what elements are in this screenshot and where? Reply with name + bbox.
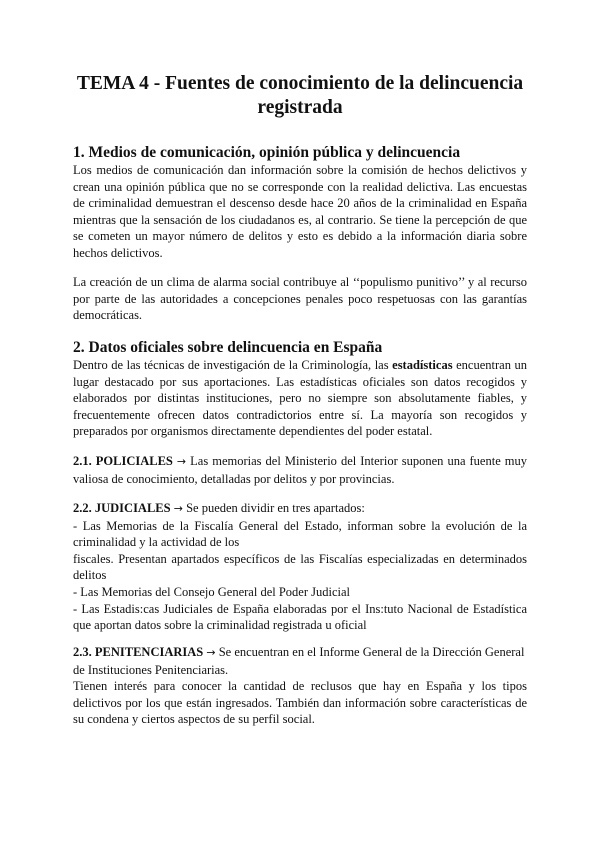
arrow-right-icon: →: [173, 502, 183, 515]
section-2-paragraph-1: [73, 357, 527, 440]
section-2-heading: 2. Datos oficiales sobre delincuencia en España: [73, 339, 383, 356]
subsection-policiales: [73, 453, 527, 487]
section-2-paragraph-1-end: encuentran un lugar destacado por sus aportaciones. Las estadísticas oficiales son datos recogidos y elaborados por distintas instituciones, pero no siempre son absolutamente fiables, y frecuentemente ofrecen datos contradictorios entre sí. La mayoría son recogidos y preparados por organismos directamente dependientes del poder estatal.: [73, 358, 527, 439]
subsection-judiciales: [73, 500, 527, 634]
arrow-right-icon: →: [176, 455, 187, 468]
subsection-penitenciarias-text: Se encuentran en el Informe General de la Dirección General de Instituciones Penitenciarias.: [73, 645, 525, 677]
subsection-policiales-text: Las memorias del Ministerio del Interior suponen una fuente muy valiosa de conocimiento, detalladas por delitos y por provincias.: [73, 454, 527, 486]
subsection-penitenciarias-paragraph: Tienen interés para conocer la cantidad de reclusos que hay en España y los tipos delictivos por los que están ingresados. También dan información sobre características de su condena y ciertos aspectos de su perfil social.: [73, 679, 527, 727]
keyword-estadisticas: estadísticas: [392, 358, 453, 372]
section-1-paragraph-2: La creación de un clima de alarma social contribuye al ‘‘populismo punitivo’’ y al recurso por parte de las autoridades a concepciones penales poco respetuosas con las garantías democráticas.: [73, 275, 527, 323]
judiciales-item-2: - Las Memorias del Consejo General del Poder Judicial: [73, 584, 351, 599]
section-1-heading: 1. Medios de comunicación, opinión pública y delincuencia: [73, 144, 461, 161]
subsection-judiciales-intro: [73, 500, 527, 518]
section-2-paragraph-1-start: Dentro de las técnicas de investigación de la Criminología, las: [73, 358, 393, 372]
arrow-right-icon: →: [206, 646, 216, 659]
subsection-judiciales-text: Se pueden dividir en tres apartados:: [182, 501, 365, 515]
subsection-judiciales-label: 2.2. JUDICIALES: [73, 501, 171, 515]
title-line-1: TEMA 4 - Fuentes de conocimiento de la delincuencia: [76, 73, 524, 94]
subsection-penitenciarias-label: 2.3. PENITENCIARIAS: [73, 645, 204, 659]
subsection-policiales-label: 2.1. POLICIALES: [73, 454, 173, 468]
judiciales-item-1: - Las Memorias de la Fiscalía General del Estado, informan sobre la evolución de la criminalidad y la actividad de los: [73, 518, 527, 550]
judiciales-item-3: - Las Estadis:cas Judiciales de España elaboradas por el Ins:tuto Nacional de Estadística que aportan datos sobre la criminalidad registrada u oficial: [73, 601, 527, 633]
judiciales-item-1-continued: fiscales. Presentan apartados específicos de las Fiscalías especializadas en determinados delitos: [73, 551, 527, 583]
section-1-paragraph-1: Los medios de comunicación dan información sobre la comisión de hechos delictivos y crean una opinión pública que no se corresponde con la realidad delictiva. Las encuestas de criminalidad demuestran el descenso desde hace 20 años de la criminalidad en España mientras que la sensación de los ciudadanos es, al contrario. Se tiene la percepción de que se cometen un mayor número de delitos y esto es debido a la información diaria sobre hechos delictivos.: [73, 163, 527, 260]
subsection-penitenciarias-intro: [73, 644, 527, 678]
document-title: [73, 72, 527, 120]
subsection-penitenciarias: [73, 644, 527, 728]
title-line-2: registrada: [257, 97, 343, 118]
